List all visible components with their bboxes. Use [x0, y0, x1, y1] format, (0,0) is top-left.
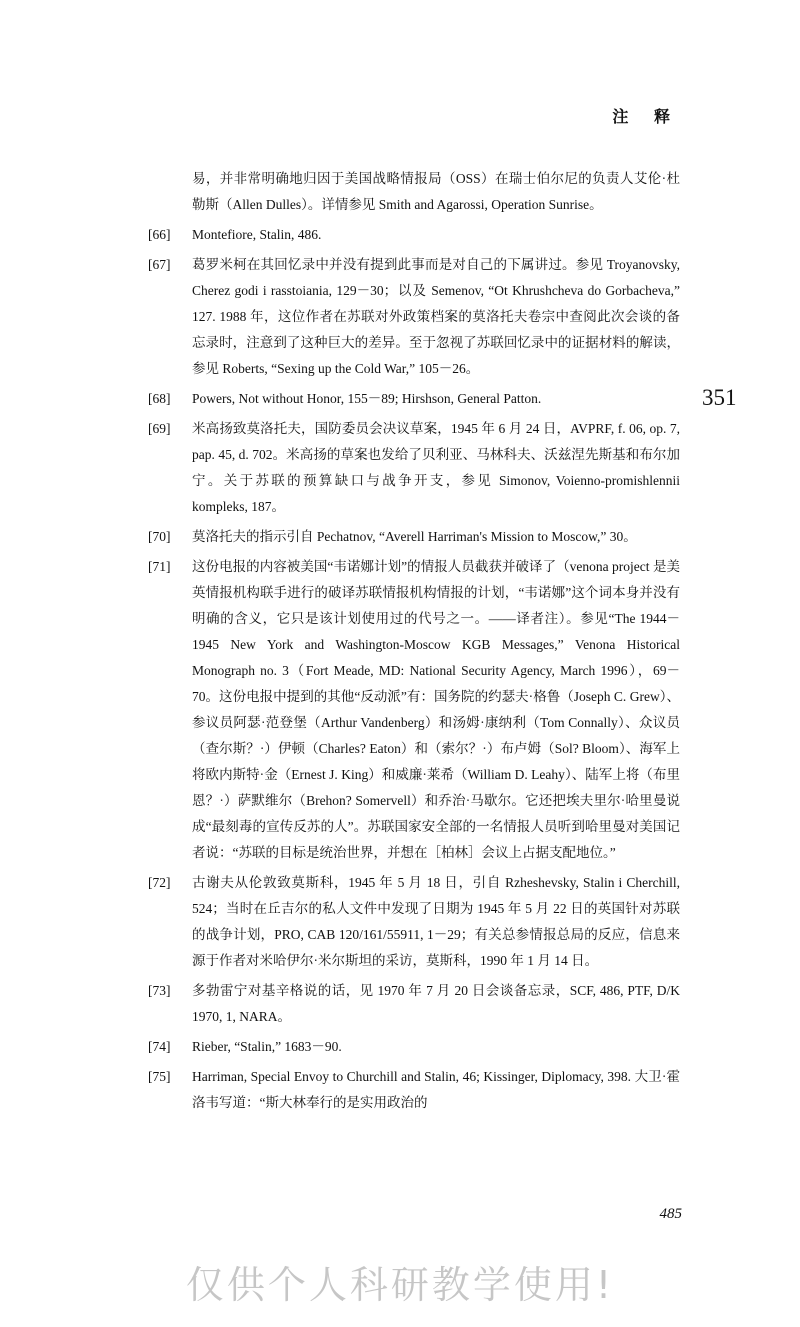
note-text: Harriman, Special Envoy to Churchill and Stalin, 46; Kissinger, Diplomacy, 398. 大卫·霍洛韦写道：“斯大林奉行的是实用政治的	[192, 1069, 680, 1110]
note-number: [75]	[148, 1069, 171, 1084]
note-number: [66]	[148, 227, 171, 242]
note-number: [71]	[148, 559, 171, 574]
note-text: Montefiore, Stalin, 486.	[192, 227, 322, 242]
note-text: 葛罗米柯在其回忆录中并没有提到此事而是对自己的下属讲过。参见 Troyanovsky, Cherez godi i rasstoiania, 129－30；以及 Semenov, “Ot Khrushcheva do Gorbacheva,” 127. 1988 年，这位作者在苏联对外政策档案的莫洛托夫卷宗中查阅此次会谈的备忘录时，注意到了这种巨大的差异。至于忽视了苏联回忆录中的证据材料的解读，参见 Roberts, “Sexing up the Cold War,” 105－26。	[192, 257, 680, 376]
note-text: 莫洛托夫的指示引自 Pechatnov, “Averell Harriman's Mission to Moscow,” 30。	[192, 529, 637, 544]
margin-page-number: 351	[702, 385, 737, 410]
note-72	[148, 870, 680, 974]
note-number: [68]	[148, 391, 171, 406]
note-text: Rieber, “Stalin,” 1683－90.	[192, 1039, 342, 1054]
note-text: 米高扬致莫洛托夫，国防委员会决议草案，1945 年 6 月 24 日，AVPRF, f. 06, op. 7, pap. 45, d. 702。米高扬的草案也发给了贝利亚、马林科夫、沃兹涅先斯基和布尔加宁。关于苏联的预算缺口与战争开支，参见 Simonov, Voienno-promishlennii kompleks, 187。	[192, 421, 680, 514]
note-number: [67]	[148, 257, 171, 272]
note-text: 古谢夫从伦敦致莫斯科，1945 年 5 月 18 日，引自 Rzheshevsky, Stalin i Cherchill, 524；当时在丘吉尔的私人文件中发现了日期为 1945 年 5 月 22 日的英国针对苏联的战争计划，PRO, CAB 120/161/55911, 1－29；有关总参情报总局的反应，信息来源于作者对米哈伊尔·米尔斯坦的采访，莫斯科，1990 年 1 月 14 日。	[192, 875, 680, 968]
running-header: 注 释	[612, 107, 680, 126]
note-75	[148, 1064, 680, 1116]
note-67	[148, 252, 680, 382]
note-73	[148, 978, 680, 1030]
note-69	[148, 416, 680, 520]
note-text: 易，并非常明确地归因于美国战略情报局（OSS）在瑞士伯尔尼的负责人艾伦·杜勒斯（Allen Dulles）。详情参见 Smith and Agarossi, Operation Sunrise。	[192, 171, 680, 212]
note-number: [69]	[148, 421, 171, 436]
note-74	[148, 1034, 680, 1060]
note-66	[148, 222, 680, 248]
note-text: Powers, Not without Honor, 155－89; Hirshson, General Patton.	[192, 391, 542, 406]
note-number: [72]	[148, 875, 171, 890]
note-number: [73]	[148, 983, 171, 998]
note-71	[148, 554, 680, 866]
note-number: [74]	[148, 1039, 171, 1054]
note-text: 这份电报的内容被美国“韦诺娜计划”的情报人员截获并破译了（venona project 是美英情报机构联手进行的破译苏联情报机构情报的计划，“韦诺娜”这个词本身并没有明确的含义，它只是该计划使用过的代号之一。——译者注）。参见“The 1944－1945 New York and Washington-Moscow KGB Messages,” Venona Historical Monograph no. 3（Fort Meade, MD: National Security Agency, March 1996），69－70。这份电报中提到的其他“反动派”有：国务院的约瑟夫·格鲁（Joseph C. Grew）、参议员阿瑟·范登堡（Arthur Vandenberg）和汤姆·康纳利（Tom Connally）、众议员（查尔斯？·）伊顿（Charles? Eaton）和（索尔？·）布卢姆（Sol? Bloom）、海军上将欧内斯特·金（Ernest J. King）和威廉·莱希（William D. Leahy）、陆军上将（布里恩？·）萨默维尔（Brehon? Somervell）和乔治·马歇尔。它还把埃夫里尔·哈里曼说成“最刻毒的宣传反苏的人”。苏联国家安全部的一名情报人员听到哈里曼对美国记者说：“苏联的目标是统治世界，并想在［柏林］会议上占据支配地位。”	[192, 559, 680, 860]
note-70	[148, 524, 680, 550]
note-continuation	[148, 166, 680, 218]
note-68	[148, 386, 680, 412]
note-number: [70]	[148, 529, 171, 544]
page-number: 485	[659, 1206, 682, 1222]
note-text: 多勃雷宁对基辛格说的话，见 1970 年 7 月 20 日会谈备忘录，SCF, 486, PTF, D/K 1970, 1, NARA。	[192, 983, 680, 1024]
notes-list	[148, 166, 680, 1120]
watermark: 仅供个人科研教学使用!	[185, 1263, 615, 1307]
